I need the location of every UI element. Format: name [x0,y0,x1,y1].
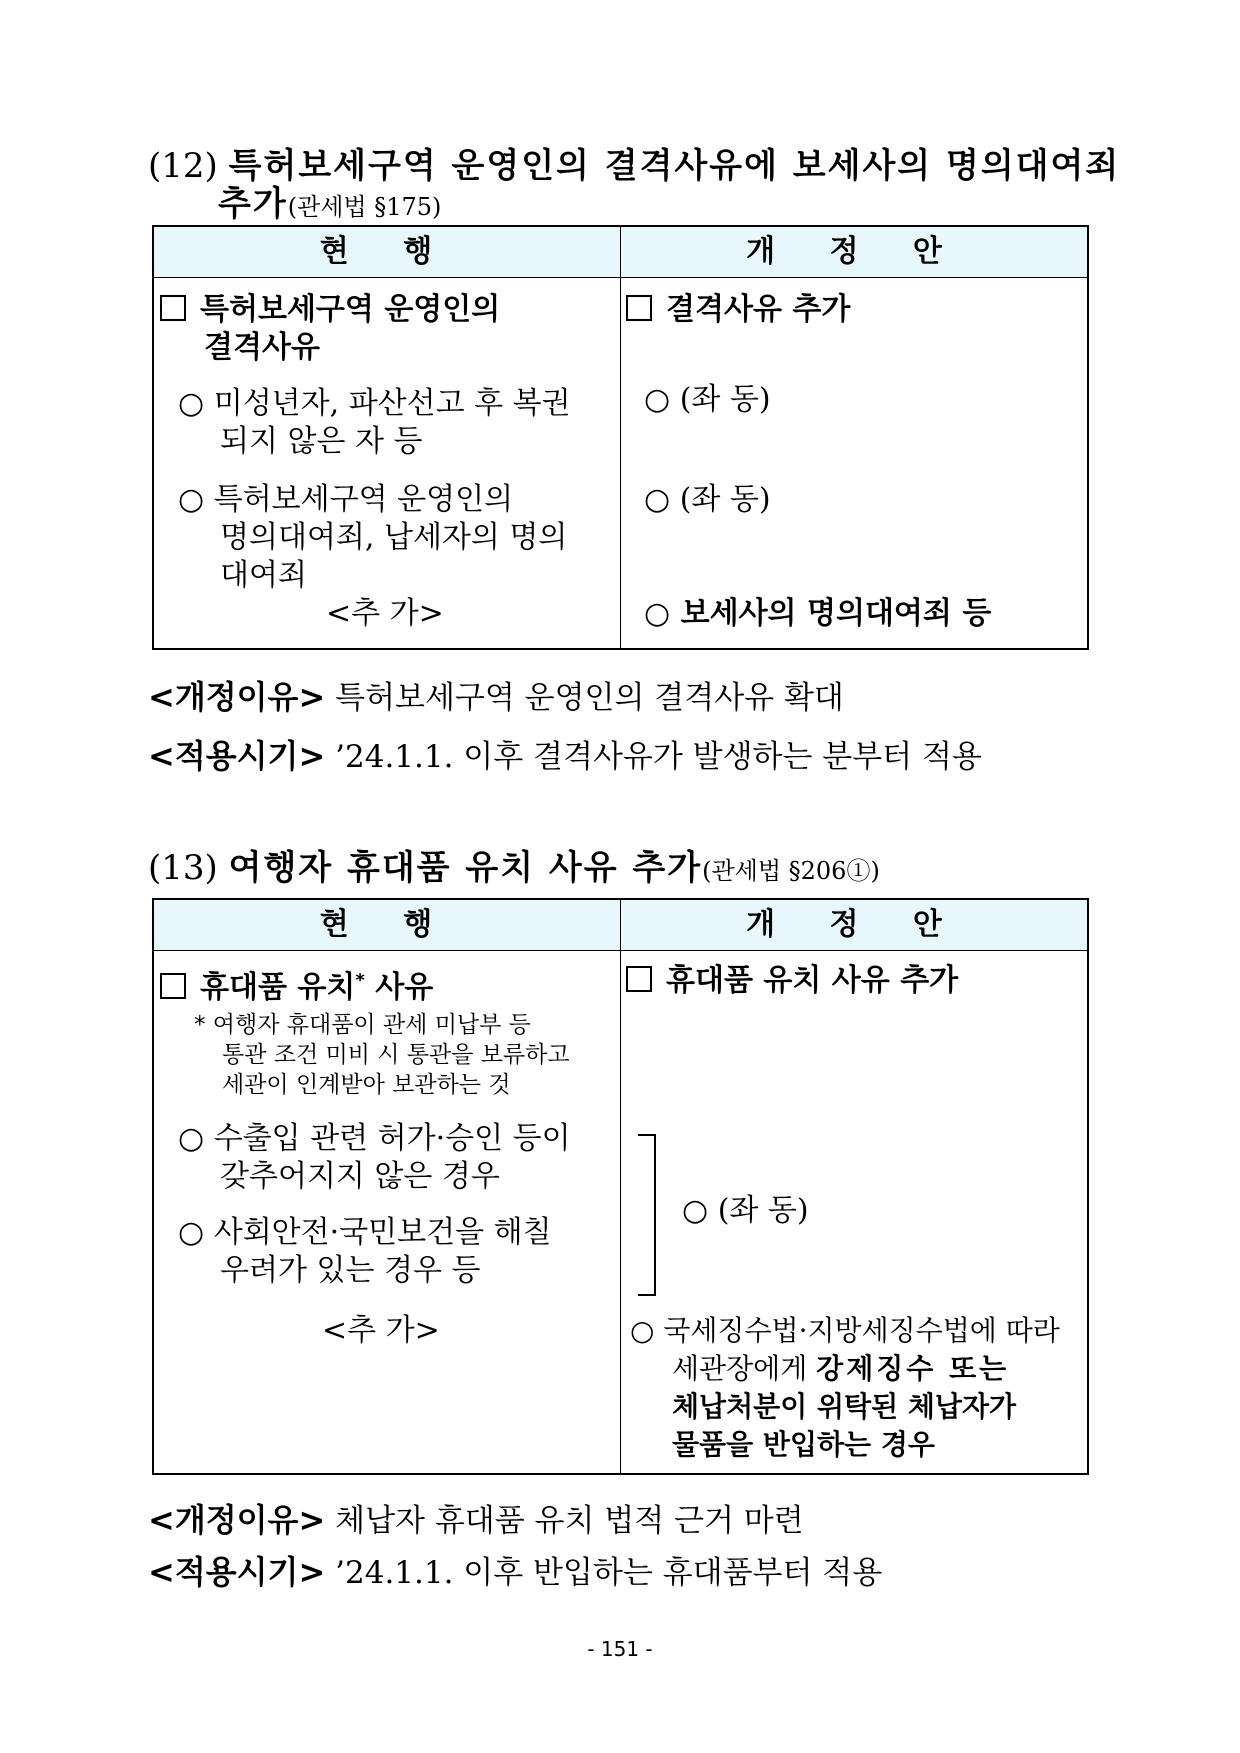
footnote-line-1: * 여행자 휴대품이 관세 미납부 등 [194,1012,531,1038]
apply-label: <적용시기> [148,737,326,775]
reason-label: <개정이유> [148,678,326,716]
revised-item-2: ○ (좌 동) [644,482,771,517]
current-item-2-line3: 대여죄 [220,558,307,593]
current-heading: 휴대품 유치* 사유 [160,962,433,1007]
page-number: - 151 - [587,1637,653,1661]
section-12-number: (12) [148,146,218,186]
section-12-title-line1: 특허보세구역 운영인의 결격사유에 보세사의 명의대여죄 [228,146,1121,186]
section-12-reason [148,677,844,718]
column-divider [620,900,621,1473]
section-12-title-line2 [218,184,441,227]
section-12-title [148,146,1120,186]
section-13-title-text: 여행자 휴대품 유치 사유 추가 [228,848,703,888]
apply-text: ’24.1.1. 이후 결격사유가 발생하는 분부터 적용 [335,739,982,775]
section-12-comparison-table [152,225,1089,650]
current-add-marker: <추 가> [326,596,444,631]
current-item-2: ○ 사회안전·국민보건을 해칠 [178,1215,552,1250]
reason-label: <개정이유> [148,1501,326,1539]
revised-item-2-line4: 물품을 반입하는 경우 [672,1428,935,1461]
footnote-mark: * [355,970,365,991]
current-heading: 특허보세구역 운영인의 [160,291,500,329]
section-13-apply [148,1552,882,1593]
revised-heading: 결격사유 추가 [626,291,850,329]
section-13-comparison-table [152,898,1089,1475]
revised-item-2: ○ 국세징수법·지방세징수법에 따라 [630,1314,1060,1347]
revised-item-1: ○ (좌 동) [682,1193,809,1228]
checkbox-square-icon [160,973,186,999]
checkbox-square-icon [626,295,652,321]
current-item-2-line2: 우려가 있는 경우 등 [220,1253,481,1288]
checkbox-square-icon [626,966,652,992]
current-item-1: ○ 미성년자, 파산선고 후 복권 [178,386,571,421]
revised-item-3: ○ 보세사의 명의대여죄 등 [644,596,992,631]
current-item-1-line2: 되지 않은 자 등 [220,424,423,459]
section-12-law-ref: (관세법 §175) [287,193,442,221]
header-current: 현 행 [319,907,455,942]
apply-label: <적용시기> [148,1553,326,1591]
header-current: 현 행 [319,234,455,269]
footnote-line-2: 통관 조건 미비 시 통관을 보류하고 [222,1042,570,1068]
current-item-1-line2: 갖추어지지 않은 경우 [220,1159,500,1194]
reason-text: 체납자 휴대품 유치 법적 근거 마련 [335,1503,804,1539]
apply-text: ’24.1.1. 이후 반입하는 휴대품부터 적용 [335,1555,883,1591]
current-item-2: ○ 특허보세구역 운영인의 [178,482,514,517]
right-bracket-icon [638,1134,656,1296]
revised-item-1: ○ (좌 동) [644,382,771,417]
section-12-apply [148,736,982,777]
current-heading-line2: 결격사유 [204,330,320,365]
section-13-number: (13) [148,848,218,888]
section-12-title-tail: 추가 [218,184,288,224]
section-13-reason [148,1500,804,1541]
current-item-2-line2: 명의대여죄, 납세자의 명의 [220,520,568,555]
footnote-line-3: 세관이 인계받아 보관하는 것 [222,1072,511,1098]
header-revised: 개 정 안 [746,907,964,942]
current-item-1: ○ 수출입 관련 허가·승인 등이 [178,1121,571,1156]
section-13-law-ref: (관세법 §206①) [702,857,880,885]
section-13-title [148,848,880,891]
checkbox-square-icon [160,295,186,321]
revised-item-2-line3: 체납처분이 위탁된 체납자가 [672,1390,1017,1423]
header-revised: 개 정 안 [746,234,964,269]
revised-heading: 휴대품 유치 사유 추가 [626,962,958,1000]
current-add-marker: <추 가> [322,1313,440,1348]
column-divider [620,227,621,648]
revised-item-2-line2: 세관장에게 강제징수 또는 [672,1352,1010,1385]
reason-text: 특허보세구역 운영인의 결격사유 확대 [335,680,844,716]
